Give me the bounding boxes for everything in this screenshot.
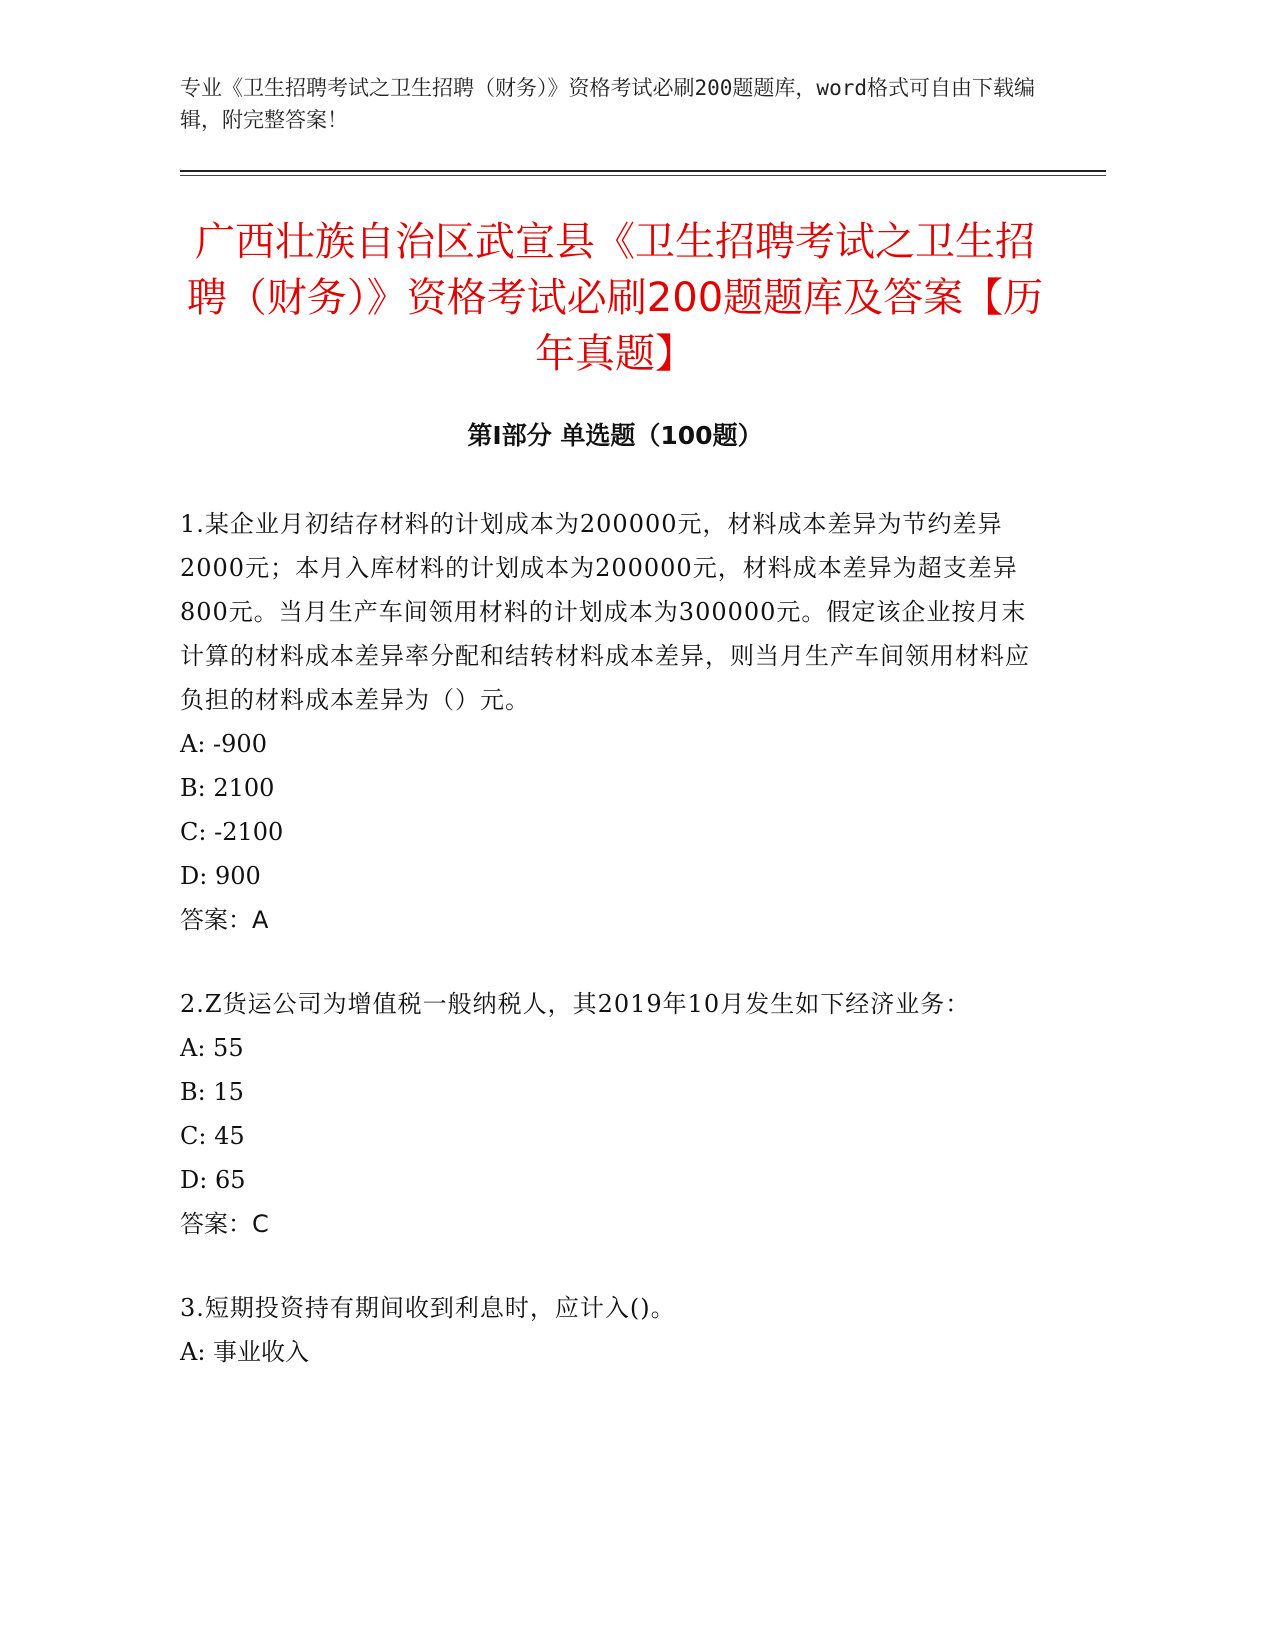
document-title: 广西壮族自治区武宣县《卫生招聘考试之卫生招聘（财务）》资格考试必刷200题题库及答案【历年真题】: [186, 219, 1044, 377]
answer-line: 答案：C: [180, 1210, 269, 1238]
option-c: C: 45: [180, 1122, 245, 1150]
question-item: [180, 1286, 1040, 1374]
section-title: 第I部分 单选题（100题）: [467, 421, 763, 450]
option-d: D: 65: [180, 1166, 246, 1194]
header-divider-thick: [180, 170, 1106, 172]
question-stem: 1.某企业月初结存材料的计划成本为200000元，材料成本差异为节约差异2000元；本月入库材料的计划成本为200000元，材料成本差异为超支差异800元。当月生产车间领用材料的计划成本为300000元。假定该企业按月末计算的材料成本差异率分配和结转材料成本差异，则当月生产车间领用材料应负担的材料成本差异为（）元。: [180, 510, 1030, 714]
option-a: A: 事业收入: [180, 1338, 310, 1366]
header-note: 专业《卫生招聘考试之卫生招聘（财务）》资格考试必刷200题题库，word格式可自由下载编辑，附完整答案！: [180, 76, 1035, 132]
option-b: B: 2100: [180, 774, 275, 802]
question-item: [180, 982, 1040, 1246]
question-list: [180, 502, 1040, 1414]
header-divider-thin: [180, 175, 1106, 176]
option-a: A: 55: [180, 1034, 244, 1062]
answer-line: 答案：A: [180, 906, 269, 934]
question-item: [180, 502, 1040, 942]
option-c: C: -2100: [180, 818, 284, 846]
option-a: A: -900: [180, 730, 267, 758]
question-stem: 3.短期投资持有期间收到利息时，应计入()。: [180, 1294, 676, 1322]
option-d: D: 900: [180, 862, 261, 890]
question-stem: 2.Z货运公司为增值税一般纳税人，其2019年10月发生如下经济业务：: [180, 990, 971, 1018]
option-b: B: 15: [180, 1078, 244, 1106]
